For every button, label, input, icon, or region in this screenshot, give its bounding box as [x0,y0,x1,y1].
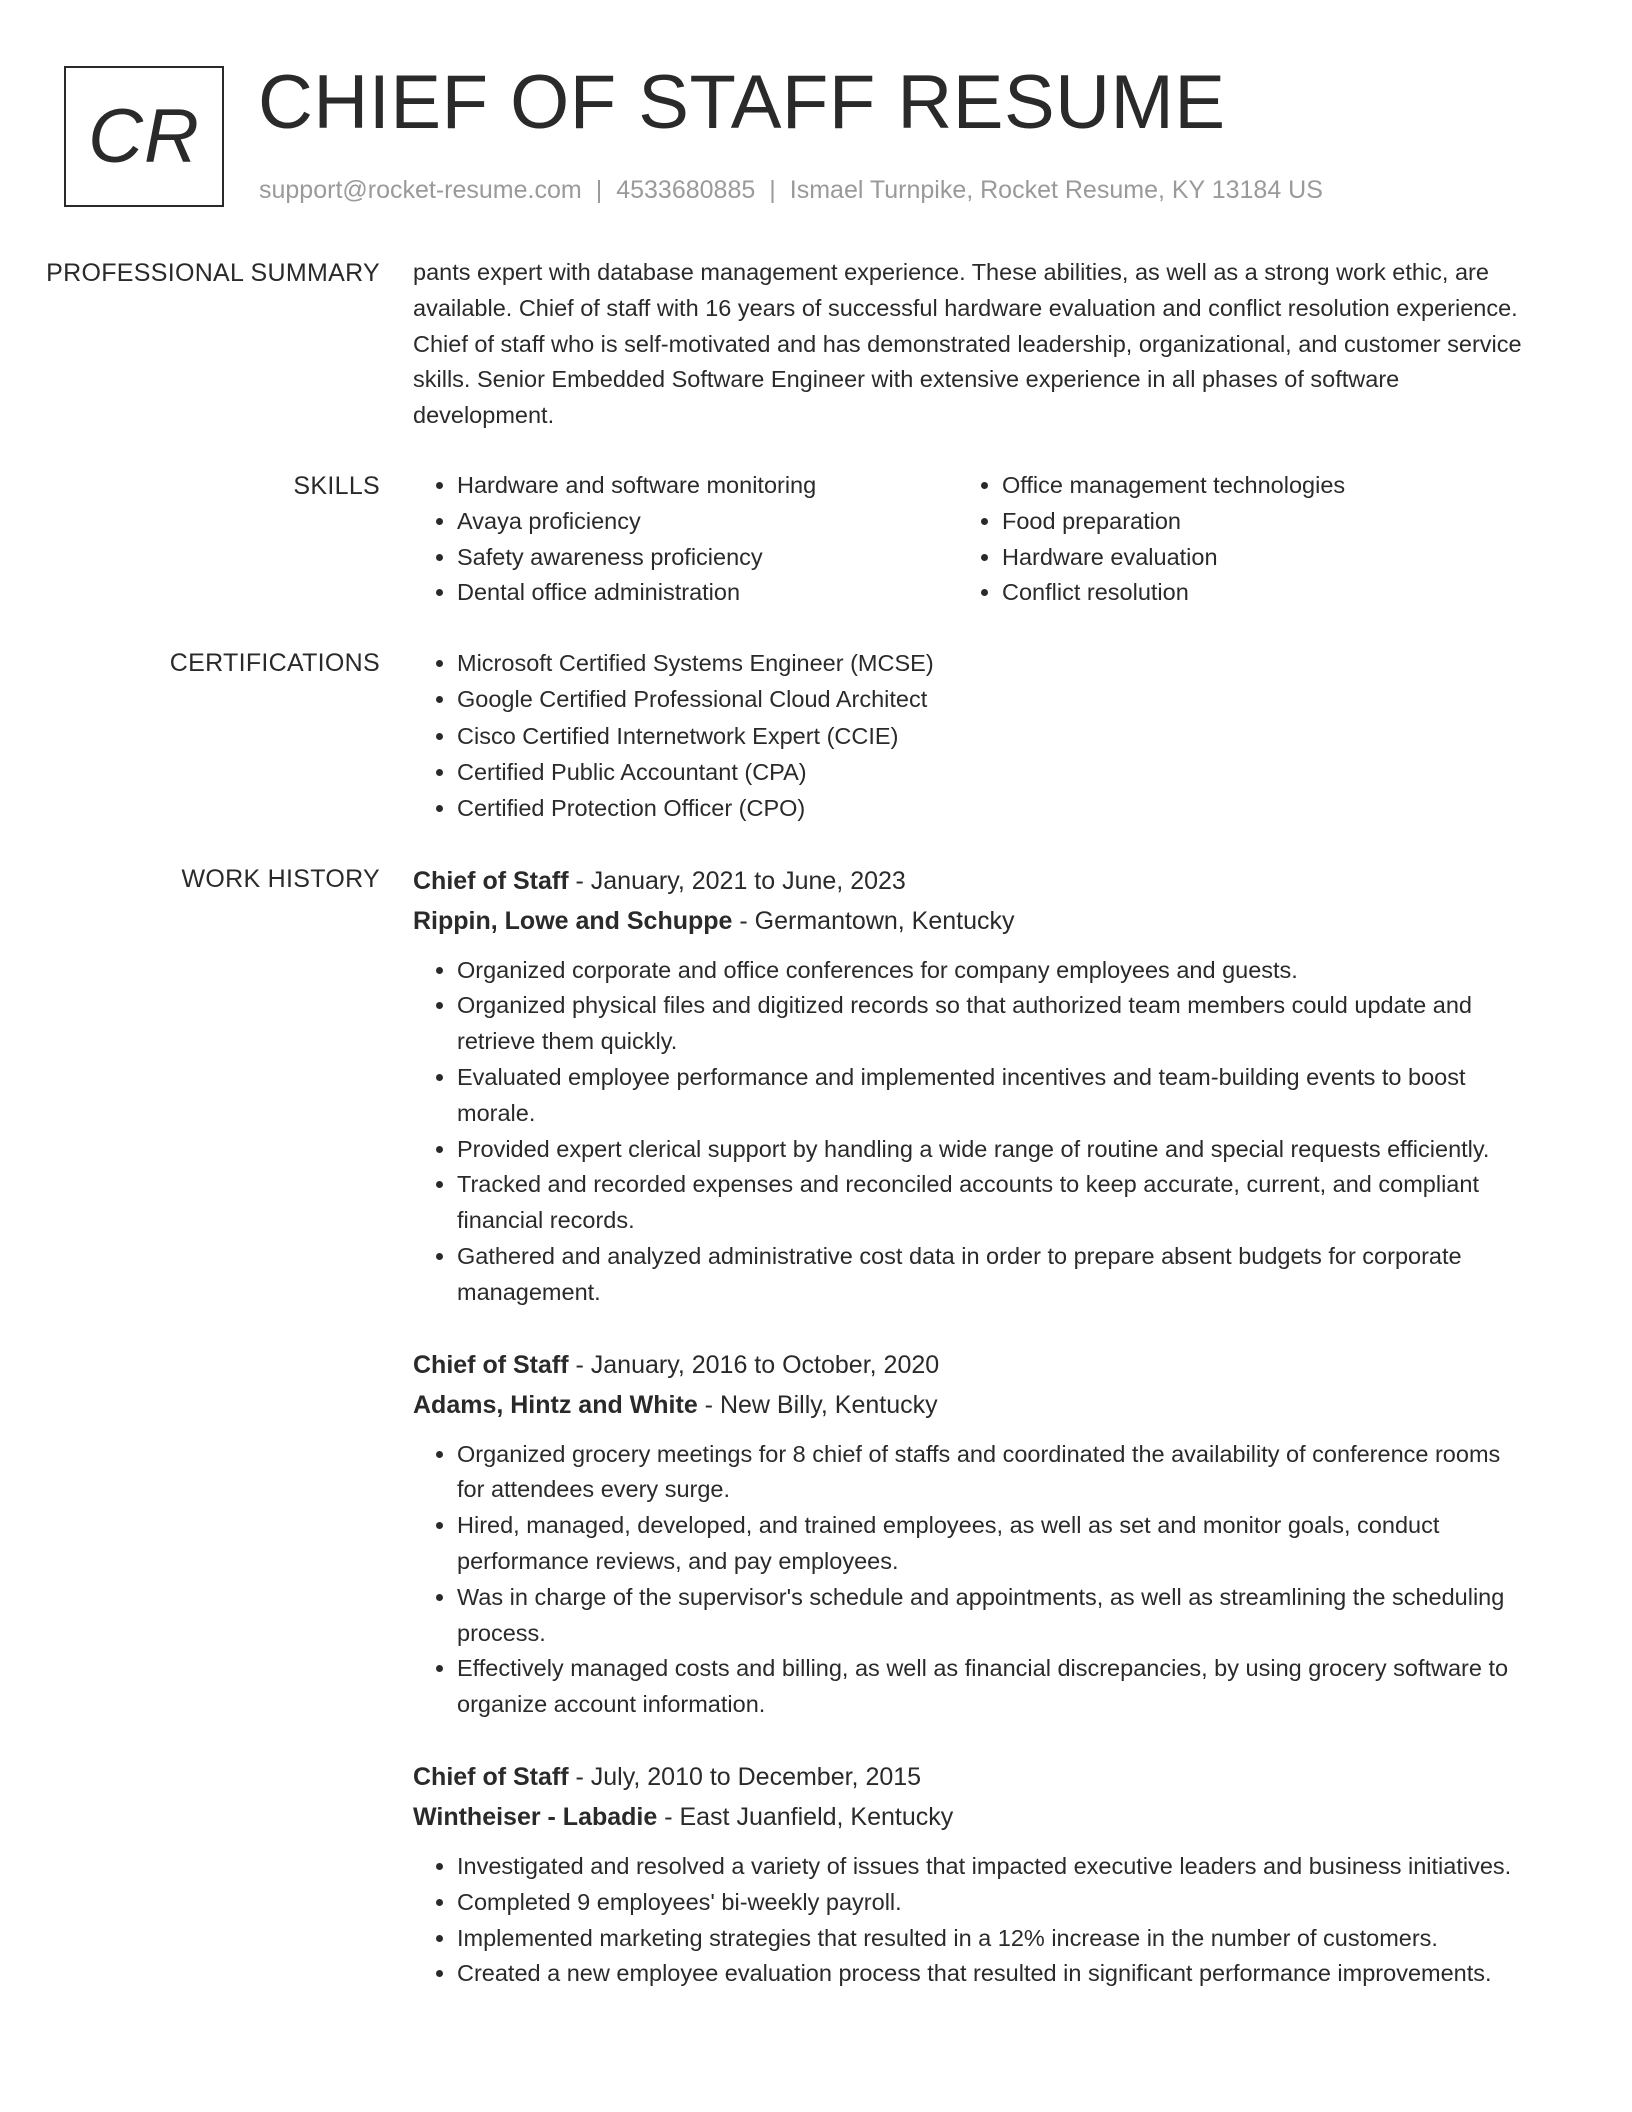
summary-text: pants expert with database management experience. These abilities, as well as a strong work ethic, are available. Chief of staff with 16 years of successful hardware evaluation and conflict resolution experience. Chief of staff who is self-motivated and has demonstrated leadership, organizational, and customer service skills. Senior Embedded Software Engineer with extensive experience in all phases of software development. [413,259,1522,429]
contact-separator: | [769,176,776,204]
certification-item: • Google Certified Professional Cloud Architect [457,681,1525,717]
skill-item: • Avaya proficiency [457,504,958,540]
job-bullet: • Organized corporate and office conferences for company employees and guests. [457,953,1525,989]
skill-item: • Conflict resolution [1002,575,1503,611]
certifications-body [413,645,1525,826]
skills-body [413,468,1525,611]
job-title: Chief of Staff [413,866,569,895]
job-bullet: • Gathered and analyzed administrative cost data in order to prepare absent budgets for corporate management. [457,1239,1525,1311]
contact-address: Ismael Turnpike, Rocket Resume, KY 13184 US [789,176,1323,204]
job-bullet: • Evaluated employee performance and implemented incentives and team-building events to boost morale. [457,1060,1525,1132]
contact-phone: 4533680885 [616,176,756,204]
section-label-certifications: CERTIFICATIONS [169,649,380,678]
certification-item: • Certified Public Accountant (CPA) [457,754,1525,790]
job-title-line [413,1757,1525,1797]
job-title-line [413,861,1525,901]
certification-item: • Microsoft Certified Systems Engineer (MCSE) [457,645,1525,681]
certifications-list [413,645,1525,826]
job-bullet: • Investigated and resolved a variety of issues that impacted executive leaders and business initiatives. [457,1849,1525,1885]
section-label-work-history: WORK HISTORY [181,864,380,893]
section-label-skills: SKILLS [293,471,380,500]
job-dates: - January, 2021 to June, 2023 [568,866,906,895]
summary-section [0,255,1632,434]
skills-list-right [958,468,1503,611]
monogram-logo [64,66,224,207]
job-bullets [413,1849,1525,1992]
job-bullet: • Hired, managed, developed, and trained employees, as well as set and monitor goals, conduct performance reviews, and pay employees. [457,1508,1525,1580]
job-entry [413,1757,1525,1992]
job-title: Chief of Staff [413,1763,569,1791]
job-dates: - July, 2010 to December, 2015 [568,1763,922,1791]
job-bullet: • Effectively managed costs and billing, as well as financial discrepancies, by using grocery software to organize account information. [457,1651,1525,1723]
job-bullet: • Implemented marketing strategies that resulted in a 12% increase in the number of customers. [457,1921,1525,1957]
skill-item: • Office management technologies [1002,468,1503,504]
certification-item: • Cisco Certified Internetwork Expert (CCIE) [457,718,1525,754]
job-bullet: • Organized grocery meetings for 8 chief of staffs and coordinated the availability of conference rooms for attendees every surge. [457,1437,1525,1509]
job-bullets [413,1437,1525,1723]
contact-email: support@rocket-resume.com [259,176,582,204]
job-bullet: • Organized physical files and digitized records so that authorized team members could update and retrieve them quickly. [457,988,1525,1060]
skill-item: • Safety awareness proficiency [457,540,958,576]
skill-item: • Hardware evaluation [1002,540,1503,576]
job-location: - Germantown, Kentucky [732,906,1015,935]
certifications-section [0,645,1632,826]
work-history-section [0,861,1632,2027]
skill-item: • Dental office administration [457,575,958,611]
section-label-summary: PROFESSIONAL SUMMARY [46,259,380,287]
job-entry [413,861,1525,1311]
skill-item: • Food preparation [1002,504,1503,540]
job-company-line [413,1797,1525,1837]
skill-item: • Hardware and software monitoring [457,468,958,504]
job-bullets [413,953,1525,1311]
resume-title: CHIEF OF STAFF RESUME [258,60,1226,145]
job-location: - East Juanfield, Kentucky [657,1803,954,1831]
job-title-line [413,1345,1525,1385]
job-company: Rippin, Lowe and Schuppe [413,906,733,935]
job-bullet: • Provided expert clerical support by handling a wide range of routine and special requests efficiently. [457,1132,1525,1168]
job-location: - New Billy, Kentucky [697,1390,938,1419]
job-company-line [413,901,1525,941]
job-title: Chief of Staff [413,1350,569,1379]
job-bullet: • Tracked and recorded expenses and reconciled accounts to keep accurate, current, and compliant financial records. [457,1167,1525,1239]
resume-sections [0,255,1632,2060]
work-history-body [413,861,1525,2027]
job-company: Wintheiser - Labadie [413,1803,658,1831]
job-dates: - January, 2016 to October, 2020 [568,1350,940,1379]
job-bullet: • Completed 9 employees' bi-weekly payroll. [457,1885,1525,1921]
certification-item: • Certified Protection Officer (CPO) [457,790,1525,826]
skills-section [0,468,1632,611]
contact-separator: | [595,176,603,204]
summary-body [413,255,1525,434]
contact-line [259,172,1323,208]
job-entry [413,1345,1525,1723]
job-bullet: • Was in charge of the supervisor's schedule and appointments, as well as streamlining the scheduling process. [457,1580,1525,1652]
monogram-text: CR [88,94,200,179]
skills-list-left [413,468,958,611]
job-company: Adams, Hintz and White [413,1390,698,1419]
job-bullet: • Created a new employee evaluation process that resulted in significant performance improvements. [457,1956,1525,1992]
job-company-line [413,1385,1525,1425]
